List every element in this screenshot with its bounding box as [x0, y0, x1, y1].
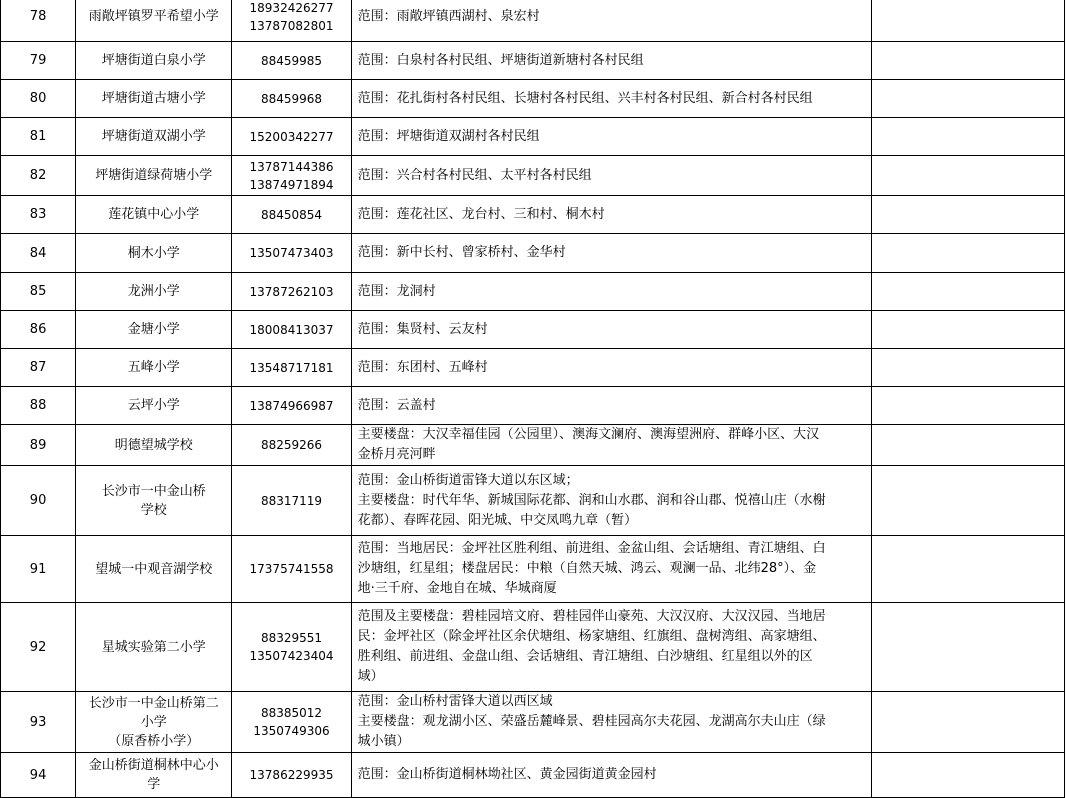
row-number: 79 [1, 42, 76, 80]
school-name-line: 五峰小学 [127, 360, 180, 375]
enrollment-range-line: 范围：新中长村、曾家桥村、金华村 [357, 245, 566, 260]
remarks-cell [871, 311, 1064, 349]
school-name-line: 长沙市一中金山桥 [101, 483, 206, 499]
school-name-line: 云坪小学 [127, 398, 180, 413]
enrollment-range [351, 196, 871, 234]
row-number: 83 [1, 196, 76, 234]
enrollment-range [351, 387, 871, 425]
table-row [1, 42, 1065, 80]
remarks-cell [871, 387, 1064, 425]
table-row [1, 536, 1065, 603]
enrollment-range-line: 范围：雨敞坪镇西湖村、泉宏村 [357, 8, 540, 24]
school-name-line: 龙洲小学 [127, 284, 180, 299]
table-row [1, 603, 1065, 692]
school-name-line: 学 [147, 777, 161, 792]
school-phone-line: 88317119 [260, 493, 323, 508]
school-phone-line: 13507423404 [249, 649, 334, 663]
enrollment-range-line: 范围：金山桥街道雷锋大道以东区域； [357, 472, 579, 488]
school-phone [232, 536, 351, 603]
school-name-line: 坪塘街道白泉小学 [101, 53, 206, 68]
school-name [76, 387, 232, 425]
school-phone [232, 753, 351, 798]
school-phone-line: 88385012 [260, 706, 323, 720]
enrollment-range-line: 范围：东团村、五峰村 [357, 359, 488, 375]
row-number: 88 [1, 387, 76, 425]
table-row [1, 156, 1065, 196]
enrollment-range [351, 80, 871, 118]
enrollment-range-line: 民：金坪社区（除金坪社区余伏塘组、杨家塘组、红旗组、盘树湾组、高家塘组、 [357, 629, 826, 644]
enrollment-range-line: 域） [357, 669, 384, 684]
school-phone [232, 196, 351, 234]
remarks-cell [871, 603, 1064, 692]
school-phone-line: 88459968 [260, 91, 323, 106]
row-number: 81 [1, 118, 76, 156]
school-phone-line: 13787262103 [249, 284, 334, 299]
enrollment-range-line: 范围：云盖村 [357, 397, 436, 413]
row-number: 85 [1, 273, 76, 311]
school-phone-line: 88259266 [260, 438, 323, 452]
enrollment-range-line: 金桥月亮河畔 [357, 447, 436, 462]
school-name [76, 196, 232, 234]
remarks-cell [871, 273, 1064, 311]
remarks-cell [871, 156, 1064, 196]
table-row [1, 387, 1065, 425]
enrollment-range-line: 地·三千府、金地自在城、华城商厦 [357, 581, 557, 596]
enrollment-range-line: 范围：莲花社区、龙台村、三和村、桐木村 [357, 206, 605, 222]
enrollment-range [351, 273, 871, 311]
school-name-line: 星城实验第二小学 [101, 639, 206, 655]
remarks-cell [871, 466, 1064, 536]
enrollment-range-line: 主要楼盘：观龙湖小区、荣盛岳麓峰景、碧桂园高尔夫花园、龙湖高尔夫山庄（绿 [357, 714, 826, 729]
table-row [1, 349, 1065, 387]
school-phone-line: 88450854 [260, 207, 323, 222]
school-name [76, 425, 232, 466]
school-name [76, 273, 232, 311]
enrollment-range [351, 156, 871, 196]
row-number: 89 [1, 425, 76, 466]
enrollment-range-line: 范围：花扎街村各村民组、长塘村各村民组、兴丰村各村民组、新合村各村民组 [357, 90, 813, 106]
enrollment-range [351, 0, 871, 42]
row-number: 84 [1, 234, 76, 273]
row-number: 86 [1, 311, 76, 349]
school-phone [232, 349, 351, 387]
school-name-line: 学校 [140, 502, 167, 518]
school-phone-line: 18008413037 [249, 322, 334, 337]
remarks-cell [871, 196, 1064, 234]
enrollment-range [351, 425, 871, 466]
school-phone [232, 425, 351, 466]
enrollment-range-line: 范围：坪塘街道双湖村各村民组 [357, 128, 540, 144]
table-row [1, 118, 1065, 156]
school-name [76, 603, 232, 692]
row-number: 90 [1, 466, 76, 536]
school-name [76, 536, 232, 603]
row-number: 92 [1, 603, 76, 692]
school-name-line: 坪塘街道绿荷塘小学 [95, 168, 213, 183]
school-phone-line: 17375741558 [249, 562, 334, 576]
enrollment-range-line: 城小镇） [357, 734, 410, 749]
table-row [1, 753, 1065, 798]
row-number: 93 [1, 692, 76, 753]
school-phone-line: 1350749306 [253, 724, 330, 738]
school-phone [232, 273, 351, 311]
enrollment-range [351, 753, 871, 798]
enrollment-range-line: 主要楼盘：时代年华、新城国际花都、润和山水郡、润和谷山郡、悦禧山庄（水榭 [357, 492, 826, 508]
school-name [76, 692, 232, 753]
school-name-line: （原香桥小学） [108, 733, 200, 749]
enrollment-range-line: 花都）、春晖花园、阳光城、中交凤鸣九章（暂） [357, 512, 638, 528]
enrollment-range [351, 466, 871, 536]
row-number: 82 [1, 156, 76, 196]
school-phone-line: 88459985 [260, 53, 323, 68]
enrollment-range-line: 胜利组、前进组、金盘山组、会话塘组、青江塘组、白沙塘组、红星组以外的区 [357, 649, 813, 664]
row-number: 87 [1, 349, 76, 387]
table-row [1, 80, 1065, 118]
school-name-line: 明德望城学校 [114, 437, 193, 453]
school-name-line: 坪塘街道双湖小学 [101, 129, 206, 144]
school-phone-line: 13548717181 [249, 360, 334, 375]
remarks-cell [871, 234, 1064, 273]
enrollment-range-line: 范围：白泉村各村民组、坪塘街道新塘村各村民组 [357, 52, 644, 68]
school-phone [232, 156, 351, 196]
school-phone [232, 0, 351, 42]
enrollment-range-line: 范围及主要楼盘：碧桂园培文府、碧桂园伴山豪苑、大汉汉府、大汉汉园、当地居 [357, 609, 826, 624]
school-phone [232, 387, 351, 425]
enrollment-range-line: 范围：当地居民：金坪社区胜利组、前进组、金盆山组、会话塘组、青江塘组、白 [357, 541, 826, 556]
enrollment-range-line: 范围：集贤村、云友村 [357, 321, 488, 337]
school-name [76, 156, 232, 196]
school-name-line: 坪塘街道古塘小学 [101, 91, 206, 106]
school-name [76, 349, 232, 387]
school-phone-line: 13786229935 [249, 768, 334, 782]
table-row [1, 311, 1065, 349]
remarks-cell [871, 0, 1064, 42]
school-phone-line: 13507473403 [249, 246, 334, 260]
enrollment-range [351, 118, 871, 156]
school-phone-line: 18932426277 [249, 0, 334, 15]
enrollment-range-line: 范围：兴合村各村民组、太平村各村民组 [357, 167, 592, 183]
enrollment-range [351, 603, 871, 692]
school-name-line: 小学 [140, 714, 167, 730]
enrollment-range [351, 234, 871, 273]
school-phone [232, 311, 351, 349]
table-row [1, 234, 1065, 273]
school-name-line: 长沙市一中金山桥第二 [88, 695, 219, 711]
school-name-line: 莲花镇中心小学 [108, 207, 200, 222]
school-phone-line: 13787082801 [249, 18, 334, 33]
school-name-line: 金塘小学 [127, 322, 180, 337]
remarks-cell [871, 118, 1064, 156]
row-number: 78 [1, 0, 76, 42]
school-phone [232, 466, 351, 536]
enrollment-range-line: 范围：金山桥村雷锋大道以西区域 [357, 694, 553, 709]
remarks-cell [871, 753, 1064, 798]
school-name-line: 望城一中观音湖学校 [95, 561, 213, 577]
table-row [1, 196, 1065, 234]
enrollment-range-line: 范围：金山桥街道桐林坳社区、黄金园街道黄金园村 [357, 767, 657, 782]
enrollment-range [351, 311, 871, 349]
school-phone-line: 15200342277 [249, 129, 334, 144]
school-phone [232, 234, 351, 273]
table-row [1, 692, 1065, 753]
school-name [76, 753, 232, 798]
remarks-cell [871, 536, 1064, 603]
enrollment-range [351, 692, 871, 753]
enrollment-range-line: 范围：龙洞村 [357, 283, 436, 299]
school-name [76, 466, 232, 536]
row-number: 80 [1, 80, 76, 118]
school-phone [232, 603, 351, 692]
school-name-line: 雨敞坪镇罗平希望小学 [88, 9, 219, 24]
school-phone [232, 118, 351, 156]
remarks-cell [871, 42, 1064, 80]
row-number: 94 [1, 753, 76, 798]
enrollment-range [351, 536, 871, 603]
row-number: 91 [1, 536, 76, 603]
table-row [1, 466, 1065, 536]
school-name [76, 311, 232, 349]
school-phone [232, 80, 351, 118]
remarks-cell [871, 692, 1064, 753]
school-phone [232, 42, 351, 80]
enrollment-range [351, 349, 871, 387]
school-phone-line: 88329551 [260, 631, 323, 645]
table-row [1, 273, 1065, 311]
enrollment-range-line: 主要楼盘：大汉幸福佳园（公园里）、澳海文澜府、澳海望洲府、群峰小区、大汉 [357, 427, 820, 442]
school-name [76, 0, 232, 42]
school-name [76, 42, 232, 80]
remarks-cell [871, 425, 1064, 466]
school-name [76, 80, 232, 118]
school-name [76, 234, 232, 273]
table-row [1, 0, 1065, 42]
school-phone [232, 692, 351, 753]
enrollment-range-line: 沙塘组，红星组；楼盘居民：中粮（自然天城、鸿云、观澜一品、北纬28°）、金 [357, 561, 817, 576]
school-name [76, 118, 232, 156]
table-row [1, 425, 1065, 466]
table-body [1, 0, 1065, 798]
school-name-line: 金山桥街道桐林中心小 [88, 758, 219, 773]
enrollment-range [351, 42, 871, 80]
school-phone-line: 13874971894 [249, 177, 334, 192]
school-phone-line: 13787144386 [249, 159, 334, 174]
remarks-cell [871, 80, 1064, 118]
school-name-line: 桐木小学 [127, 245, 180, 261]
remarks-cell [871, 349, 1064, 387]
school-phone-line: 13874966987 [249, 398, 334, 413]
